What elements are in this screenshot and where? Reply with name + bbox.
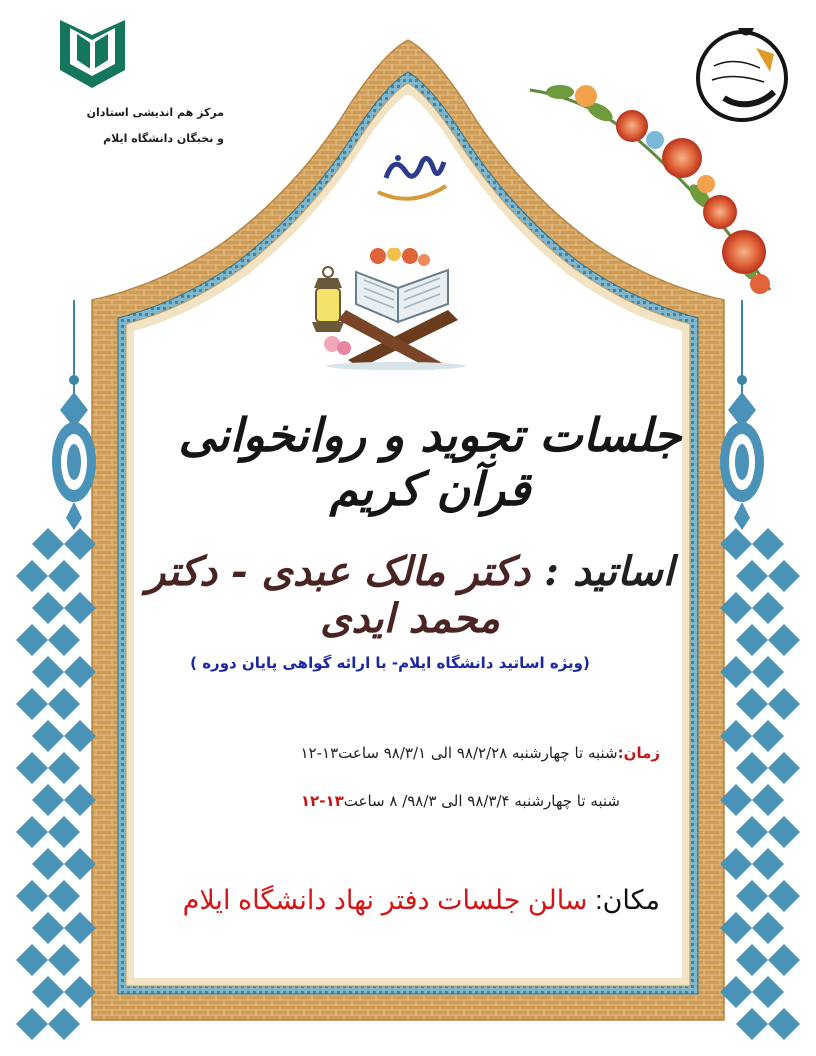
schedule-row-1-text: شنبه تا چهارشنبه ۹۸/۲/۲۸ الی ۹۸/۳/۱ ساعت [338, 744, 618, 762]
location-row [100, 885, 660, 916]
quran-stand-icon [298, 248, 494, 370]
teachers-value: دکتر مالک عبدی - دکتر محمد ایدی [146, 548, 531, 642]
center-name-line2: و نخبگان دانشگاه ایلام [103, 132, 224, 145]
center-name [24, 100, 224, 152]
teachers-label: اساتید : [544, 548, 674, 595]
location-value: سالن جلسات دفتر نهاد دانشگاه ایلام [182, 885, 588, 915]
schedule-row-2-hours: ۱۳-۱۲ [300, 792, 344, 810]
center-logo-icon [50, 10, 135, 95]
schedule-row-1-hours: ۱۳-۱۲ [300, 744, 339, 762]
schedule-row-2-text: شنبه تا چهارشنبه ۹۸/۳/۴ الی ۹۸/۳/ ۸ ساعت [343, 792, 620, 810]
center-name-line1: مرکز هم اندیشی استادان [86, 106, 224, 119]
schedule-row-2 [150, 792, 620, 810]
heyat-seal-icon [694, 28, 790, 124]
time-label: زمان: [617, 744, 660, 762]
mehman-khoda-icon [368, 148, 454, 204]
lantern-icon [312, 267, 344, 332]
eligibility-note: (ویژه اساتید دانشگاه ایلام- با ارائه گواهی پایان دوره ) [190, 654, 590, 672]
schedule-row-1 [150, 744, 660, 762]
location-label: مکان: [595, 885, 660, 915]
teachers-line [110, 548, 710, 642]
event-title: جلسات تجوید و روانخوانی قرآن کریم [178, 408, 682, 516]
